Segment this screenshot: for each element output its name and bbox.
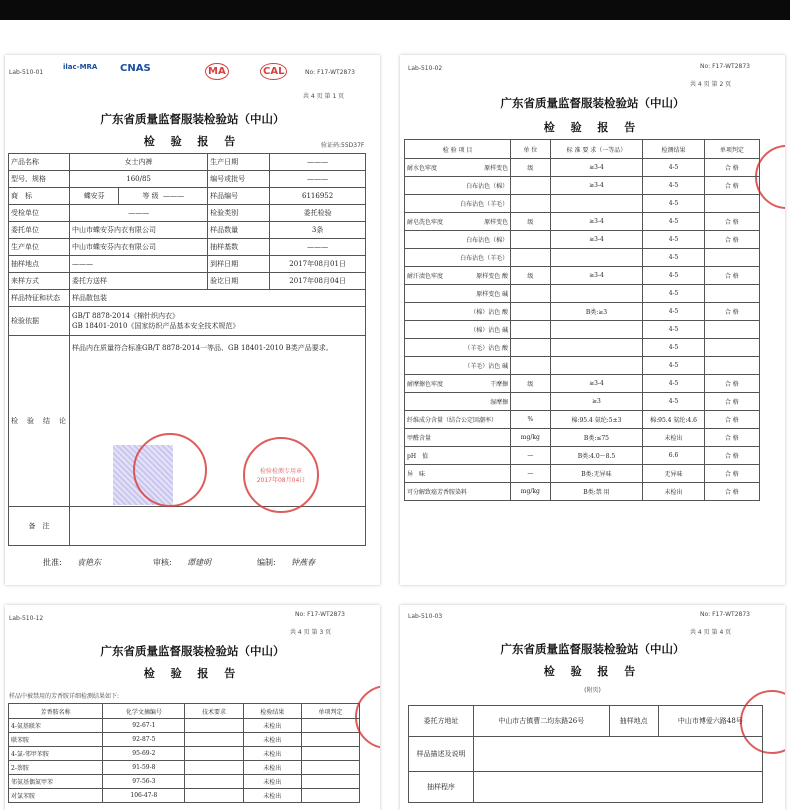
page-count: 共 4 页 第 3 页 [290,629,332,636]
table-cell [301,719,359,733]
test-item [405,339,511,357]
test-sub: 白布沾色（棉） [466,183,509,190]
table-row: 商 标 蝶安芬 等 级 ——— 样品编号 6116952 [9,188,366,205]
edit-label: 编制: [257,558,276,567]
station-title: 广东省质量监督服装检验站（中山） [100,644,285,658]
test-item [405,447,511,465]
table-cell [550,321,643,339]
test-sub: 原样变色 酸 [476,273,509,280]
table-cell: 4-5 [643,267,704,285]
table-cell [301,733,359,747]
table-cell: — [511,465,550,483]
report-title: 检 验 报 告 [543,121,642,134]
test-item [405,177,511,195]
table-cell: ≥3-4 [550,177,643,195]
report-number: No: F17-WT2873 [305,69,355,76]
test-sub: 白布沾色（羊毛） [460,201,509,208]
test-sub: 白布沾色（棉） [466,237,509,244]
report-title: 检 验 报 告 [143,667,242,680]
table-row [9,719,360,733]
test-group: 耐皂洗色牢度 [407,219,444,226]
table-row: 抽样程序 [409,772,763,803]
test-group: 异 味 [407,471,426,478]
table-cell: 4-5 [643,303,704,321]
table-cell: 4-5 [643,195,704,213]
ilac-logo: ilac-MRA [63,63,98,71]
table-row [9,761,360,775]
table-row [405,375,760,393]
test-item [405,231,511,249]
table-row: 型号、规格 160/85 编号或批号 ——— [9,171,366,188]
table-cell: 合 格 [704,393,759,411]
report-page-4 [400,605,785,810]
test-item [405,429,511,447]
station-title: 广东省质量监督服装检验站（中山） [500,96,685,110]
table-cell: 合 格 [704,177,759,195]
page-count: 共 4 页 第 1 页 [303,93,345,100]
table-cell: 未检出 [243,747,301,761]
table-row [405,447,760,465]
table-cell: 4-5 [643,159,704,177]
test-item [405,303,511,321]
test-group: pH 值 [407,453,429,460]
test-sub: （棉）沾色 碱 [470,327,509,334]
test-sub: 干摩擦 [490,381,509,388]
table-cell: ≥3-4 [550,159,643,177]
test-item [405,267,511,285]
test-sub: 湿摩擦 [490,399,509,406]
table-cell: 无异味 [643,465,704,483]
table-row: 样品特征和状态 样品散包装 [9,290,366,307]
table-row [405,303,760,321]
lab-code: Lab-510-02 [408,65,443,72]
table-cell: 4-氯-邻甲苯胺 [9,747,103,761]
table-cell [550,357,643,375]
table-cell: 91-59-8 [103,761,185,775]
table-cell: B类:无异味 [550,465,643,483]
test-item [405,411,511,429]
table-row: 样品描述及说明 [409,737,763,772]
test-sub: （羊毛）沾色 酸 [464,345,509,352]
review-signature: 谭建明 [187,558,211,567]
table-cell: B类:≥3 [550,303,643,321]
table-cell: 合 格 [704,411,759,429]
table-row: 来样方式 委托方送样 验讫日期 2017年08月04日 [9,273,366,290]
test-item [405,321,511,339]
table-row [405,321,760,339]
report-title: 检 验 报 告 [543,665,642,678]
table-cell: 未检出 [243,761,301,775]
table-cell: mg/kg [511,483,550,501]
review-label: 审核: [153,558,172,567]
table-row: 受检单位 ——— 检验类别 委托检验 [9,205,366,222]
table-row [405,159,760,177]
test-item [405,159,511,177]
table-cell [301,775,359,789]
column-header: 芳香胺名称 [9,704,103,719]
table-cell: 合 格 [704,159,759,177]
table-cell: ≥3-4 [550,231,643,249]
table-cell: mg/kg [511,429,550,447]
table-row [405,267,760,285]
table-row [405,195,760,213]
table-cell: 合 格 [704,483,759,501]
attachment-label: (附页) [584,687,601,694]
test-group: 甲醛含量 [407,435,432,442]
table-cell [550,249,643,267]
table-row [9,747,360,761]
table-row [9,789,360,803]
table-cell: 未检出 [243,775,301,789]
column-header: 化学文摘编号 [103,704,185,719]
table-cell: 4-5 [643,375,704,393]
table-row: 委托方地址 中山市古镇曹二均东路26号 抽样地点 中山市博爱六路48号 [409,706,763,737]
report-page-3 [5,605,380,810]
table-cell: 合 格 [704,231,759,249]
table-cell: 合 格 [704,447,759,465]
table-cell [511,393,550,411]
table-cell [511,249,550,267]
table-cell: 4-5 [643,177,704,195]
table-cell: 级 [511,375,550,393]
test-sub: 原样变色 [484,165,509,172]
test-sub: 原样变色 碱 [476,291,509,298]
column-header: 检验结果 [243,704,301,719]
table-cell: 未检出 [643,483,704,501]
report-page-2 [400,55,785,585]
column-header: 单 位 [511,140,550,159]
table-cell: B类:4.0～8.5 [550,447,643,465]
table-cell [301,747,359,761]
table-cell: 未检出 [643,429,704,447]
table-cell: ≥3-4 [550,267,643,285]
table-cell: 106-47-8 [103,789,185,803]
cnas-logo: CNAS [120,63,151,74]
table-row [405,393,760,411]
table-cell: 级 [511,267,550,285]
approve-label: 批准: [43,558,62,567]
test-group: 耐水色牢度 [407,165,438,172]
report-number: No: F17-WT2873 [295,611,345,618]
table-cell: 97-56-3 [103,775,185,789]
table-row [405,465,760,483]
table-cell: ≥3 [550,393,643,411]
page-count: 共 4 页 第 2 页 [690,81,732,88]
table-row: 检验依据 GB/T 8878-2014《棉针织内衣》 GB 18401-2010《国家纺织产品基本安全技术规范》 [9,307,366,336]
table-cell: 4-5 [643,213,704,231]
test-item [405,393,511,411]
table-row [405,429,760,447]
table-cell: 合 格 [704,465,759,483]
table-cell: ≥3-4 [550,213,643,231]
test-sub: 白布沾色（羊毛） [460,255,509,262]
table-row [405,285,760,303]
results-table [404,139,760,501]
table-cell: 级 [511,213,550,231]
lab-code: Lab-510-01 [9,69,44,76]
table-cell: 合 格 [704,267,759,285]
verify-code: 验证码:55D37F [321,142,365,149]
lab-code: Lab-510-12 [9,615,44,622]
table-cell: B类:禁 用 [550,483,643,501]
table-cell: 4-5 [643,231,704,249]
table-cell: 未检出 [243,733,301,747]
table-row: 抽样地点 ——— 到样日期 2017年08月01日 [9,256,366,273]
station-title: 广东省质量监督服装检验站（中山） [100,112,285,126]
table-cell: 4-5 [643,339,704,357]
top-bar [0,0,790,20]
table-cell: 对氯苯胺 [9,789,103,803]
test-group: 纤维成分含量（结合公定回潮率） [407,417,498,424]
column-header: 检测结果 [643,140,704,159]
test-item [405,483,511,501]
test-item [405,249,511,267]
station-title: 广东省质量监督服装检验站（中山） [500,642,685,656]
table-row [405,231,760,249]
column-header: 单项判定 [301,704,359,719]
table-cell: 未检出 [243,719,301,733]
test-group: 耐汗渍色牢度 [407,273,444,280]
test-sub: （棉）沾色 酸 [470,309,509,316]
table-cell: 92-67-1 [103,719,185,733]
table-row [9,775,360,789]
table-cell: 92-87-5 [103,733,185,747]
table-cell: 合 格 [704,213,759,231]
table-cell [301,761,359,775]
intro-text: 样品中被禁用的芳香胺详细检测结果如下: [9,693,120,700]
table-cell [511,321,550,339]
table-row: 检 验 结 论 样品内在质量符合标准GB/T 8878-2014一等品、GB 18401-2010 B类产品要求。 [9,336,366,507]
table-cell [511,231,550,249]
table-cell [550,285,643,303]
table-cell [185,789,243,803]
table-cell: 95-69-2 [103,747,185,761]
column-header: 技术要求 [185,704,243,719]
table-row: 生产单位 中山市蝶安芬内衣有限公司 抽样基数 ——— [9,239,366,256]
table-cell: 级 [511,159,550,177]
table-row: 委托单位 中山市蝶安芬内衣有限公司 样品数量 3条 [9,222,366,239]
table-cell [185,775,243,789]
table-cell [511,285,550,303]
table-cell [550,339,643,357]
table-cell: 2-萘胺 [9,761,103,775]
lab-code: Lab-510-03 [408,613,443,620]
cal-logo: CAL [260,63,287,80]
table-row [405,357,760,375]
table-row [405,249,760,267]
table-row [405,177,760,195]
edit-signature: 钟燕春 [291,558,315,567]
test-group: 可分解致癌芳香胺染料 [407,489,468,496]
table-cell: B类:≤75 [550,429,643,447]
table-cell [185,719,243,733]
table-cell [185,733,243,747]
test-item [405,375,511,393]
test-sub: （羊毛）沾色 碱 [464,363,509,370]
table-row [9,733,360,747]
test-item [405,465,511,483]
table-cell: 未检出 [243,789,301,803]
table-cell: 4-5 [643,249,704,267]
table-row [405,483,760,501]
table-cell [704,195,759,213]
report-number: No: F17-WT2873 [700,63,750,70]
table-cell [550,195,643,213]
table-cell: 合 格 [704,375,759,393]
seal-stamp [133,433,207,507]
test-item [405,195,511,213]
test-item [405,213,511,231]
test-item [405,285,511,303]
table-cell [185,761,243,775]
table-row [405,213,760,231]
attachment-table [408,705,763,803]
column-header: 单项判定 [704,140,759,159]
table-cell [185,747,243,761]
report-number: No: F17-WT2873 [700,611,750,618]
report-title: 检 验 报 告 [143,135,242,148]
inspection-stamp: 检验检测专用章 2017年08月04日 [243,437,319,513]
table-cell [704,357,759,375]
table-cell [704,321,759,339]
test-sub: 原样变色 [484,219,509,226]
table-cell: 棉:95.4 氨纶:5±3 [550,411,643,429]
table-cell: 合 格 [704,303,759,321]
table-cell [704,249,759,267]
table-cell: 4-5 [643,285,704,303]
table-cell: 4-氨基联苯 [9,719,103,733]
table-cell [511,195,550,213]
table-cell [511,357,550,375]
test-group: 耐摩擦色牢度 [407,381,444,388]
table-cell: — [511,447,550,465]
table-row: 备 注 [9,507,366,546]
approve-signature: 袁艳东 [77,558,101,567]
table-cell: 合 格 [704,429,759,447]
table-cell: 4-5 [643,321,704,339]
table-cell [511,339,550,357]
column-header: 标 准 要 求（一等品） [550,140,643,159]
ma-logo: MA [205,63,229,80]
table-cell [704,339,759,357]
table-header-row [405,140,760,159]
table-cell: 联苯胺 [9,733,103,747]
table-row [405,339,760,357]
report-page-1 [5,55,380,585]
amine-table [8,703,360,803]
table-cell [511,303,550,321]
table-cell [511,177,550,195]
table-cell: % [511,411,550,429]
table-cell [301,789,359,803]
table-cell [704,285,759,303]
table-cell: 4-5 [643,393,704,411]
column-header: 检 验 项 目 [405,140,511,159]
table-row [405,411,760,429]
table-cell: 邻氨基偶氮甲苯 [9,775,103,789]
table-row: 产品名称 女士内裤 生产日期 ——— [9,154,366,171]
test-item [405,357,511,375]
table-cell: 6.6 [643,447,704,465]
table-cell: 4-5 [643,357,704,375]
table-cell: ≥3-4 [550,375,643,393]
table-header-row [9,704,360,719]
table-cell: 棉:95.4 氨纶:4.6 [643,411,704,429]
page-count: 共 4 页 第 4 页 [690,629,732,636]
